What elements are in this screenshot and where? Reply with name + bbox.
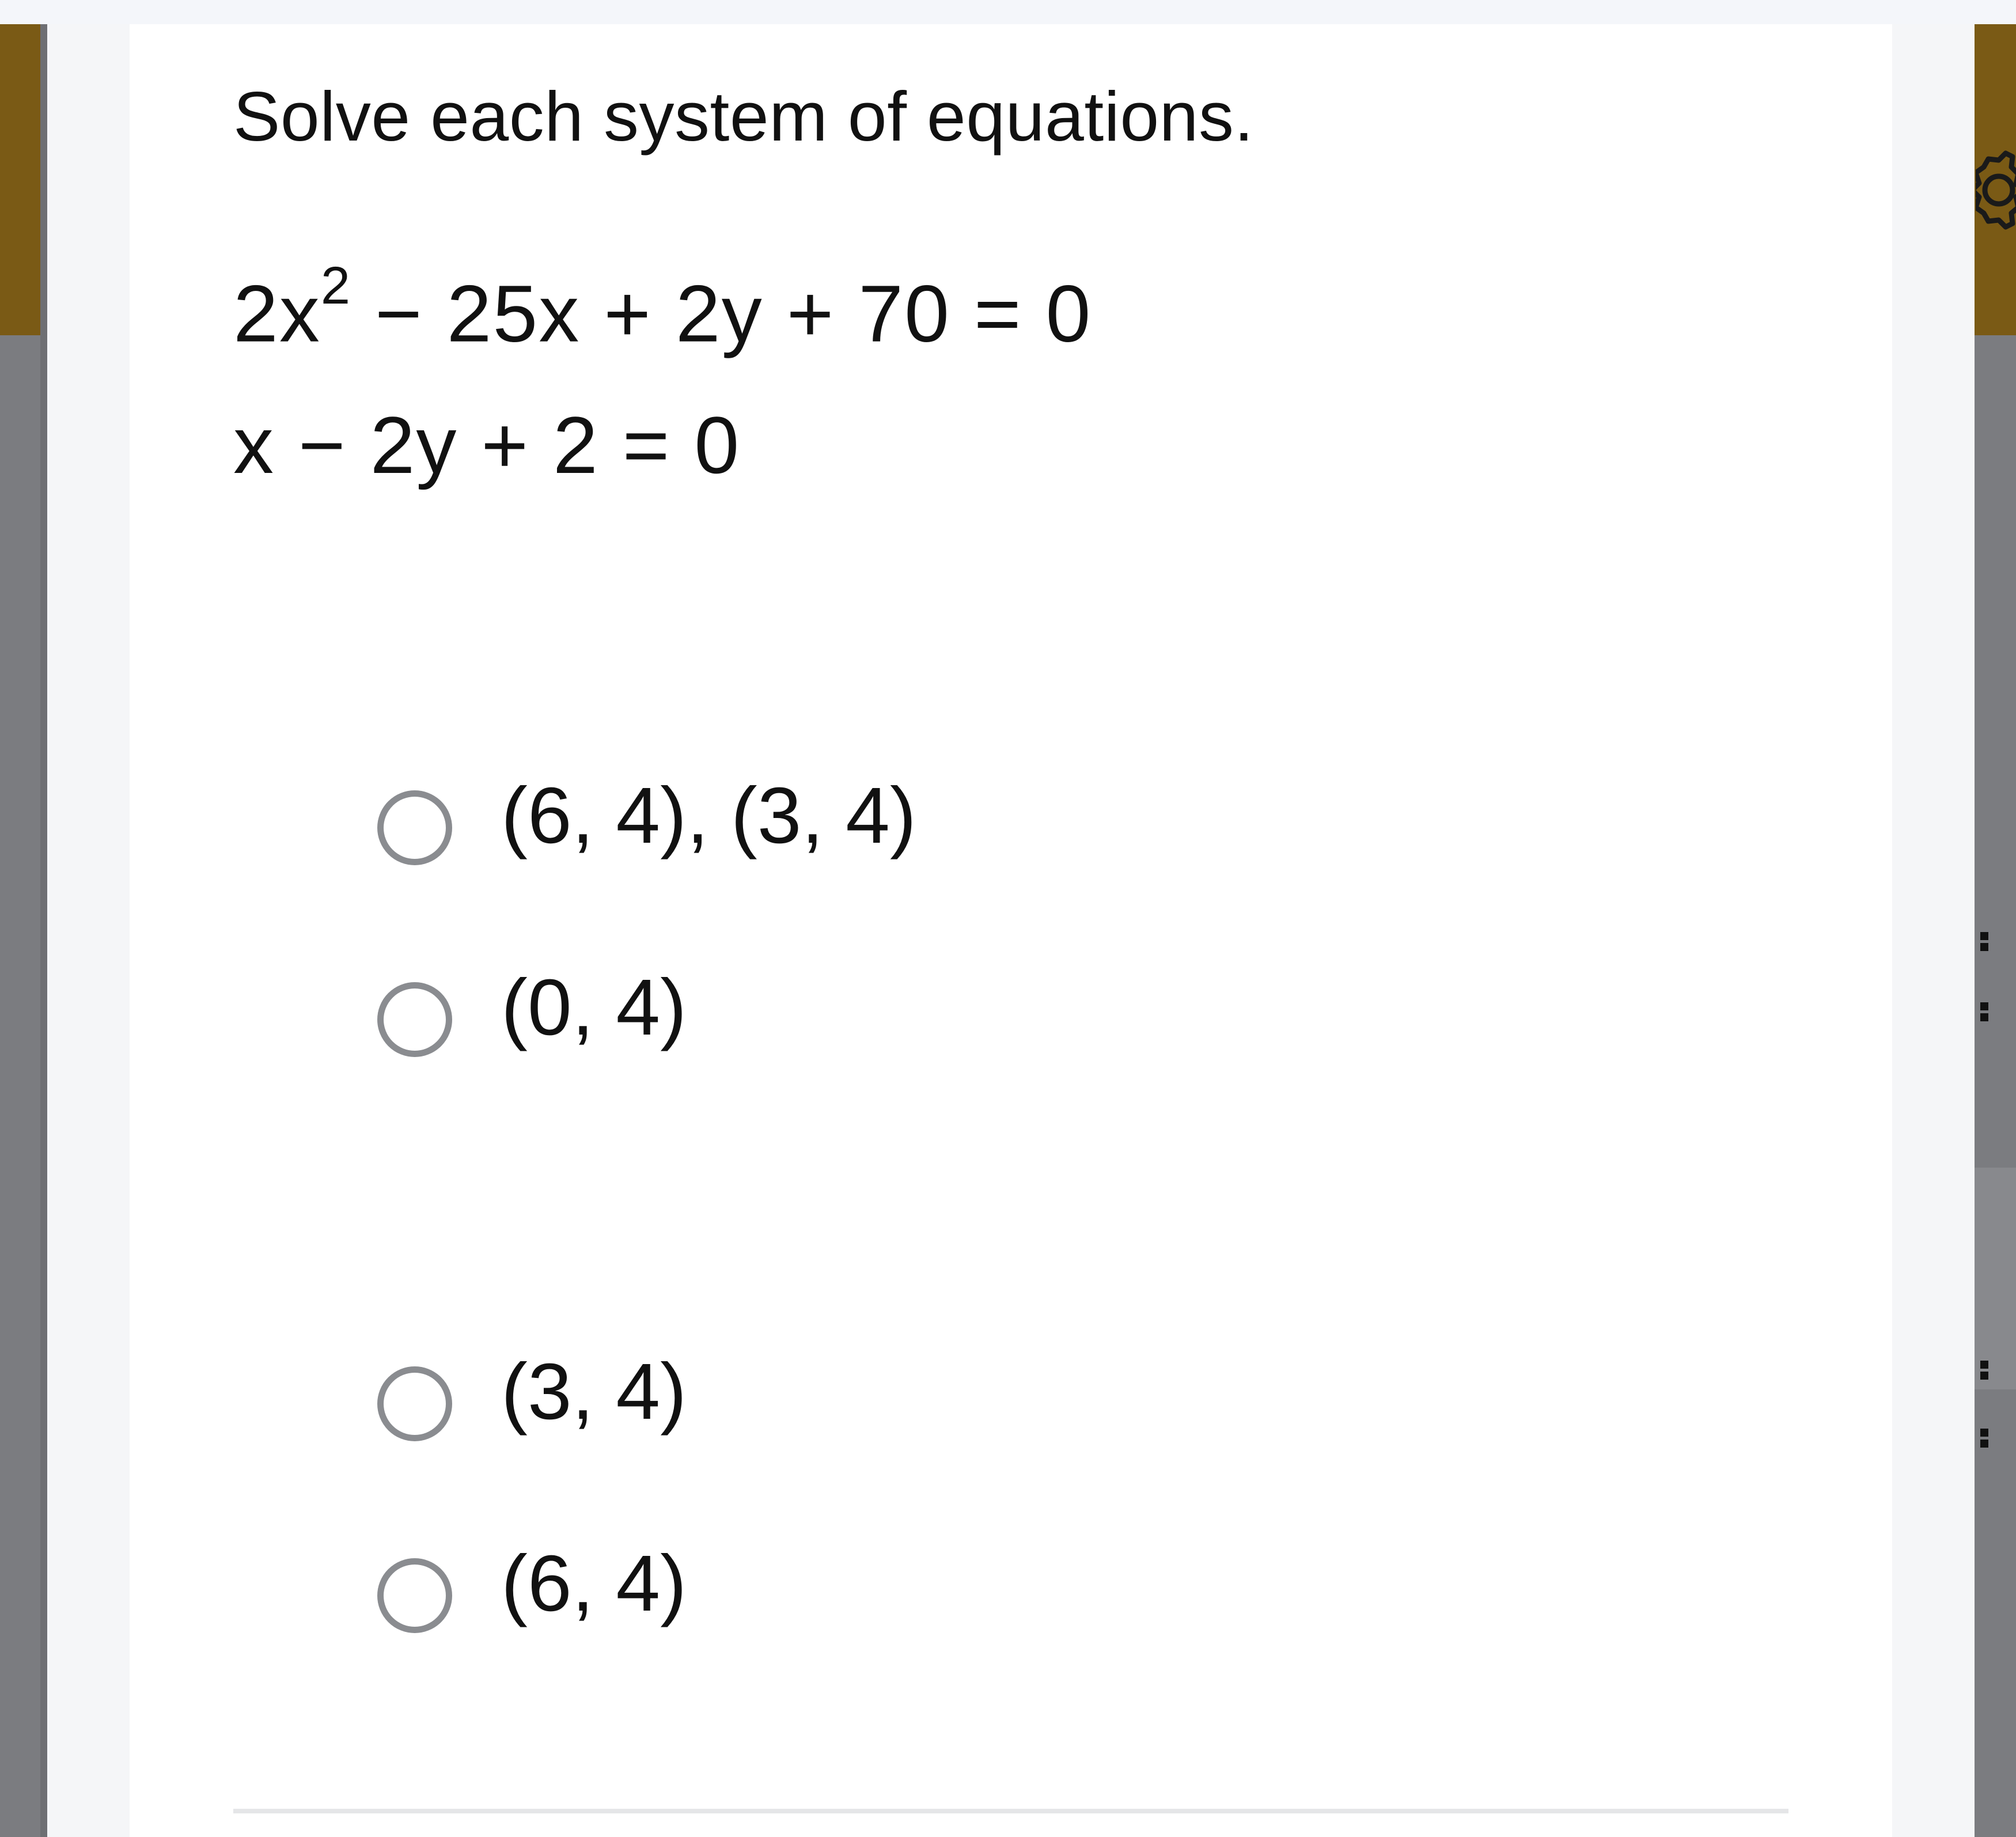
- equation-1: [233, 256, 1092, 361]
- answer-option[interactable]: [377, 963, 687, 1065]
- option-label[interactable]: (6, 4): [501, 1539, 687, 1628]
- equation-1-rest: − 25x + 2y + 70 = 0: [351, 268, 1092, 359]
- divider: [233, 1809, 1788, 1813]
- equation-1-lead: 2x: [233, 268, 321, 359]
- radio-button[interactable]: [377, 1366, 452, 1441]
- drag-handle-dots: [1980, 1429, 2016, 1450]
- option-label[interactable]: (3, 4): [501, 1347, 687, 1436]
- answer-option[interactable]: [377, 1347, 687, 1449]
- radio-button[interactable]: [377, 1558, 452, 1633]
- drag-handle-dots: [1980, 1002, 2016, 1024]
- question-instruction: Solve each system of equations.: [233, 77, 1254, 156]
- top-strip: [0, 0, 2016, 24]
- equation-1-exponent: 2: [320, 256, 352, 315]
- answer-option[interactable]: [377, 1539, 687, 1641]
- equation-2: x − 2y + 2 = 0: [233, 400, 741, 490]
- left-sidebar: [0, 24, 47, 1837]
- right-sidebar: [1975, 24, 2016, 1837]
- right-rail-band: [1975, 1168, 2016, 1389]
- drag-handle-dots: [1980, 932, 2016, 954]
- question-card: [130, 24, 1892, 1837]
- radio-button[interactable]: [377, 982, 452, 1057]
- answer-option[interactable]: [377, 771, 916, 873]
- option-label[interactable]: (0, 4): [501, 963, 687, 1052]
- option-label[interactable]: (6, 4), (3, 4): [501, 771, 916, 860]
- gear-icon[interactable]: [1976, 144, 2016, 236]
- left-accent-bar: [0, 24, 40, 335]
- drag-handle-dots: [1980, 1361, 2016, 1383]
- radio-button[interactable]: [377, 790, 452, 865]
- left-rail-edge: [40, 24, 47, 1837]
